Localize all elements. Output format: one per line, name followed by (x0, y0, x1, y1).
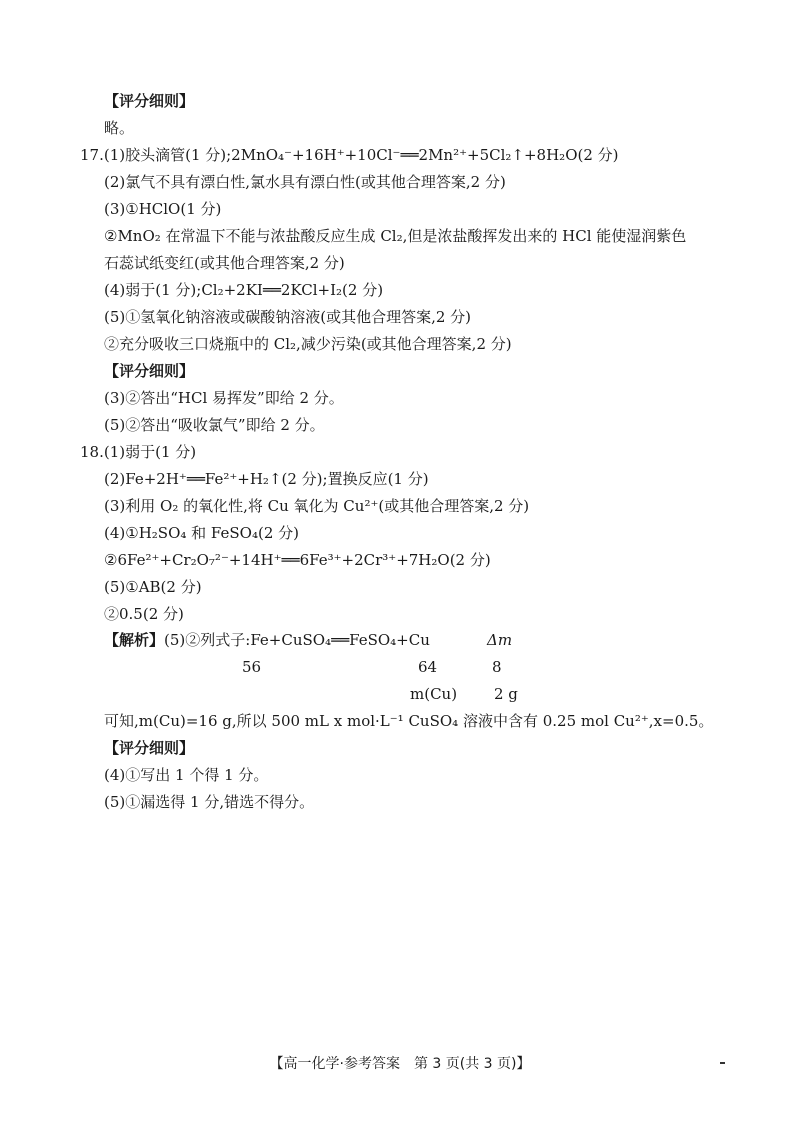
q17-line-8: ②充分吸收三口烧瓶中的 Cl₂,减少污染(或其他合理答案,2 分) (104, 335, 512, 353)
q18-line-7: ②0.5(2 分) (104, 605, 184, 623)
omitted-note: 略。 (104, 119, 135, 137)
q18-rule-2: (5)①漏选得 1 分,错选不得分。 (104, 793, 315, 811)
q17-line-2: (2)氯气不具有漂白性,氯水具有漂白性(或其他合理答案,2 分) (104, 173, 506, 191)
q17-line-7: (5)①氢氧化钠溶液或碳酸钠溶液(或其他合理答案,2 分) (104, 308, 472, 326)
grading-rules-heading: 【评分细则】 (104, 739, 195, 757)
q17-line-4: ②MnO₂ 在常温下不能与浓盐酸反应生成 Cl₂,但是浓盐酸挥发出来的 HCl 能使湿润紫色 (104, 227, 687, 245)
fe-molar-mass: 56 (242, 658, 262, 676)
q18-line-5: ②6Fe²⁺+Cr₂O₇²⁻+14H⁺══6Fe³⁺+2Cr³⁺+7H₂O(2 分) (104, 551, 491, 569)
delta-m-label: Δm (487, 631, 513, 649)
q18-line-3: (3)利用 O₂ 的氧化性,将 Cu 氧化为 Cu²⁺(或其他合理答案,2 分) (104, 497, 530, 515)
q18-line-4: (4)①H₂SO₄ 和 FeSO₄(2 分) (104, 524, 299, 542)
analysis-label: 【解析】 (104, 631, 165, 649)
q18-line-2: (2)Fe+2H⁺══Fe²⁺+H₂↑(2 分);置换反应(1 分) (104, 470, 429, 488)
mass-change-value: 2 g (494, 685, 518, 703)
q17-line-6: (4)弱于(1 分);Cl₂+2KI══2KCl+I₂(2 分) (104, 281, 384, 299)
m-cu-label: m(Cu) (410, 685, 458, 703)
analysis-conclusion: 可知,m(Cu)=16 g,所以 500 mL x mol·L⁻¹ CuSO₄ 溶液中含有 0.25 mol Cu²⁺,x=0.5。 (104, 712, 714, 730)
q17-line-5: 石蕊试纸变红(或其他合理答案,2 分) (104, 254, 345, 272)
q18-line-1: 18.(1)弱于(1 分) (80, 443, 197, 461)
q17-line-3: (3)①HClO(1 分) (104, 200, 222, 218)
analysis-equation: (5)②列式子:Fe+CuSO₄══FeSO₄+Cu (164, 631, 430, 649)
q17-line-1: 17.(1)胶头滴管(1 分);2MnO₄⁻+16H⁺+10Cl⁻══2Mn²⁺+5Cl₂↑+8H₂O(2 分) (80, 146, 619, 164)
analysis-line (104, 630, 430, 650)
corner-mark (720, 1062, 725, 1064)
grading-rules-heading: 【评分细则】 (104, 92, 195, 110)
grading-rules-heading: 【评分细则】 (104, 362, 195, 380)
q18-rule-1: (4)①写出 1 个得 1 分。 (104, 766, 269, 784)
cu-molar-mass: 64 (418, 658, 438, 676)
page-footer: 【高一化学·参考答案 第 3 页(共 3 页)】 (269, 1056, 531, 1072)
q17-rule-1: (3)②答出“HCl 易挥发”即给 2 分。 (104, 389, 344, 407)
delta-m-value: 8 (492, 658, 502, 676)
q18-line-6: (5)①AB(2 分) (104, 578, 202, 596)
q17-rule-2: (5)②答出“吸收氯气”即给 2 分。 (104, 416, 325, 434)
